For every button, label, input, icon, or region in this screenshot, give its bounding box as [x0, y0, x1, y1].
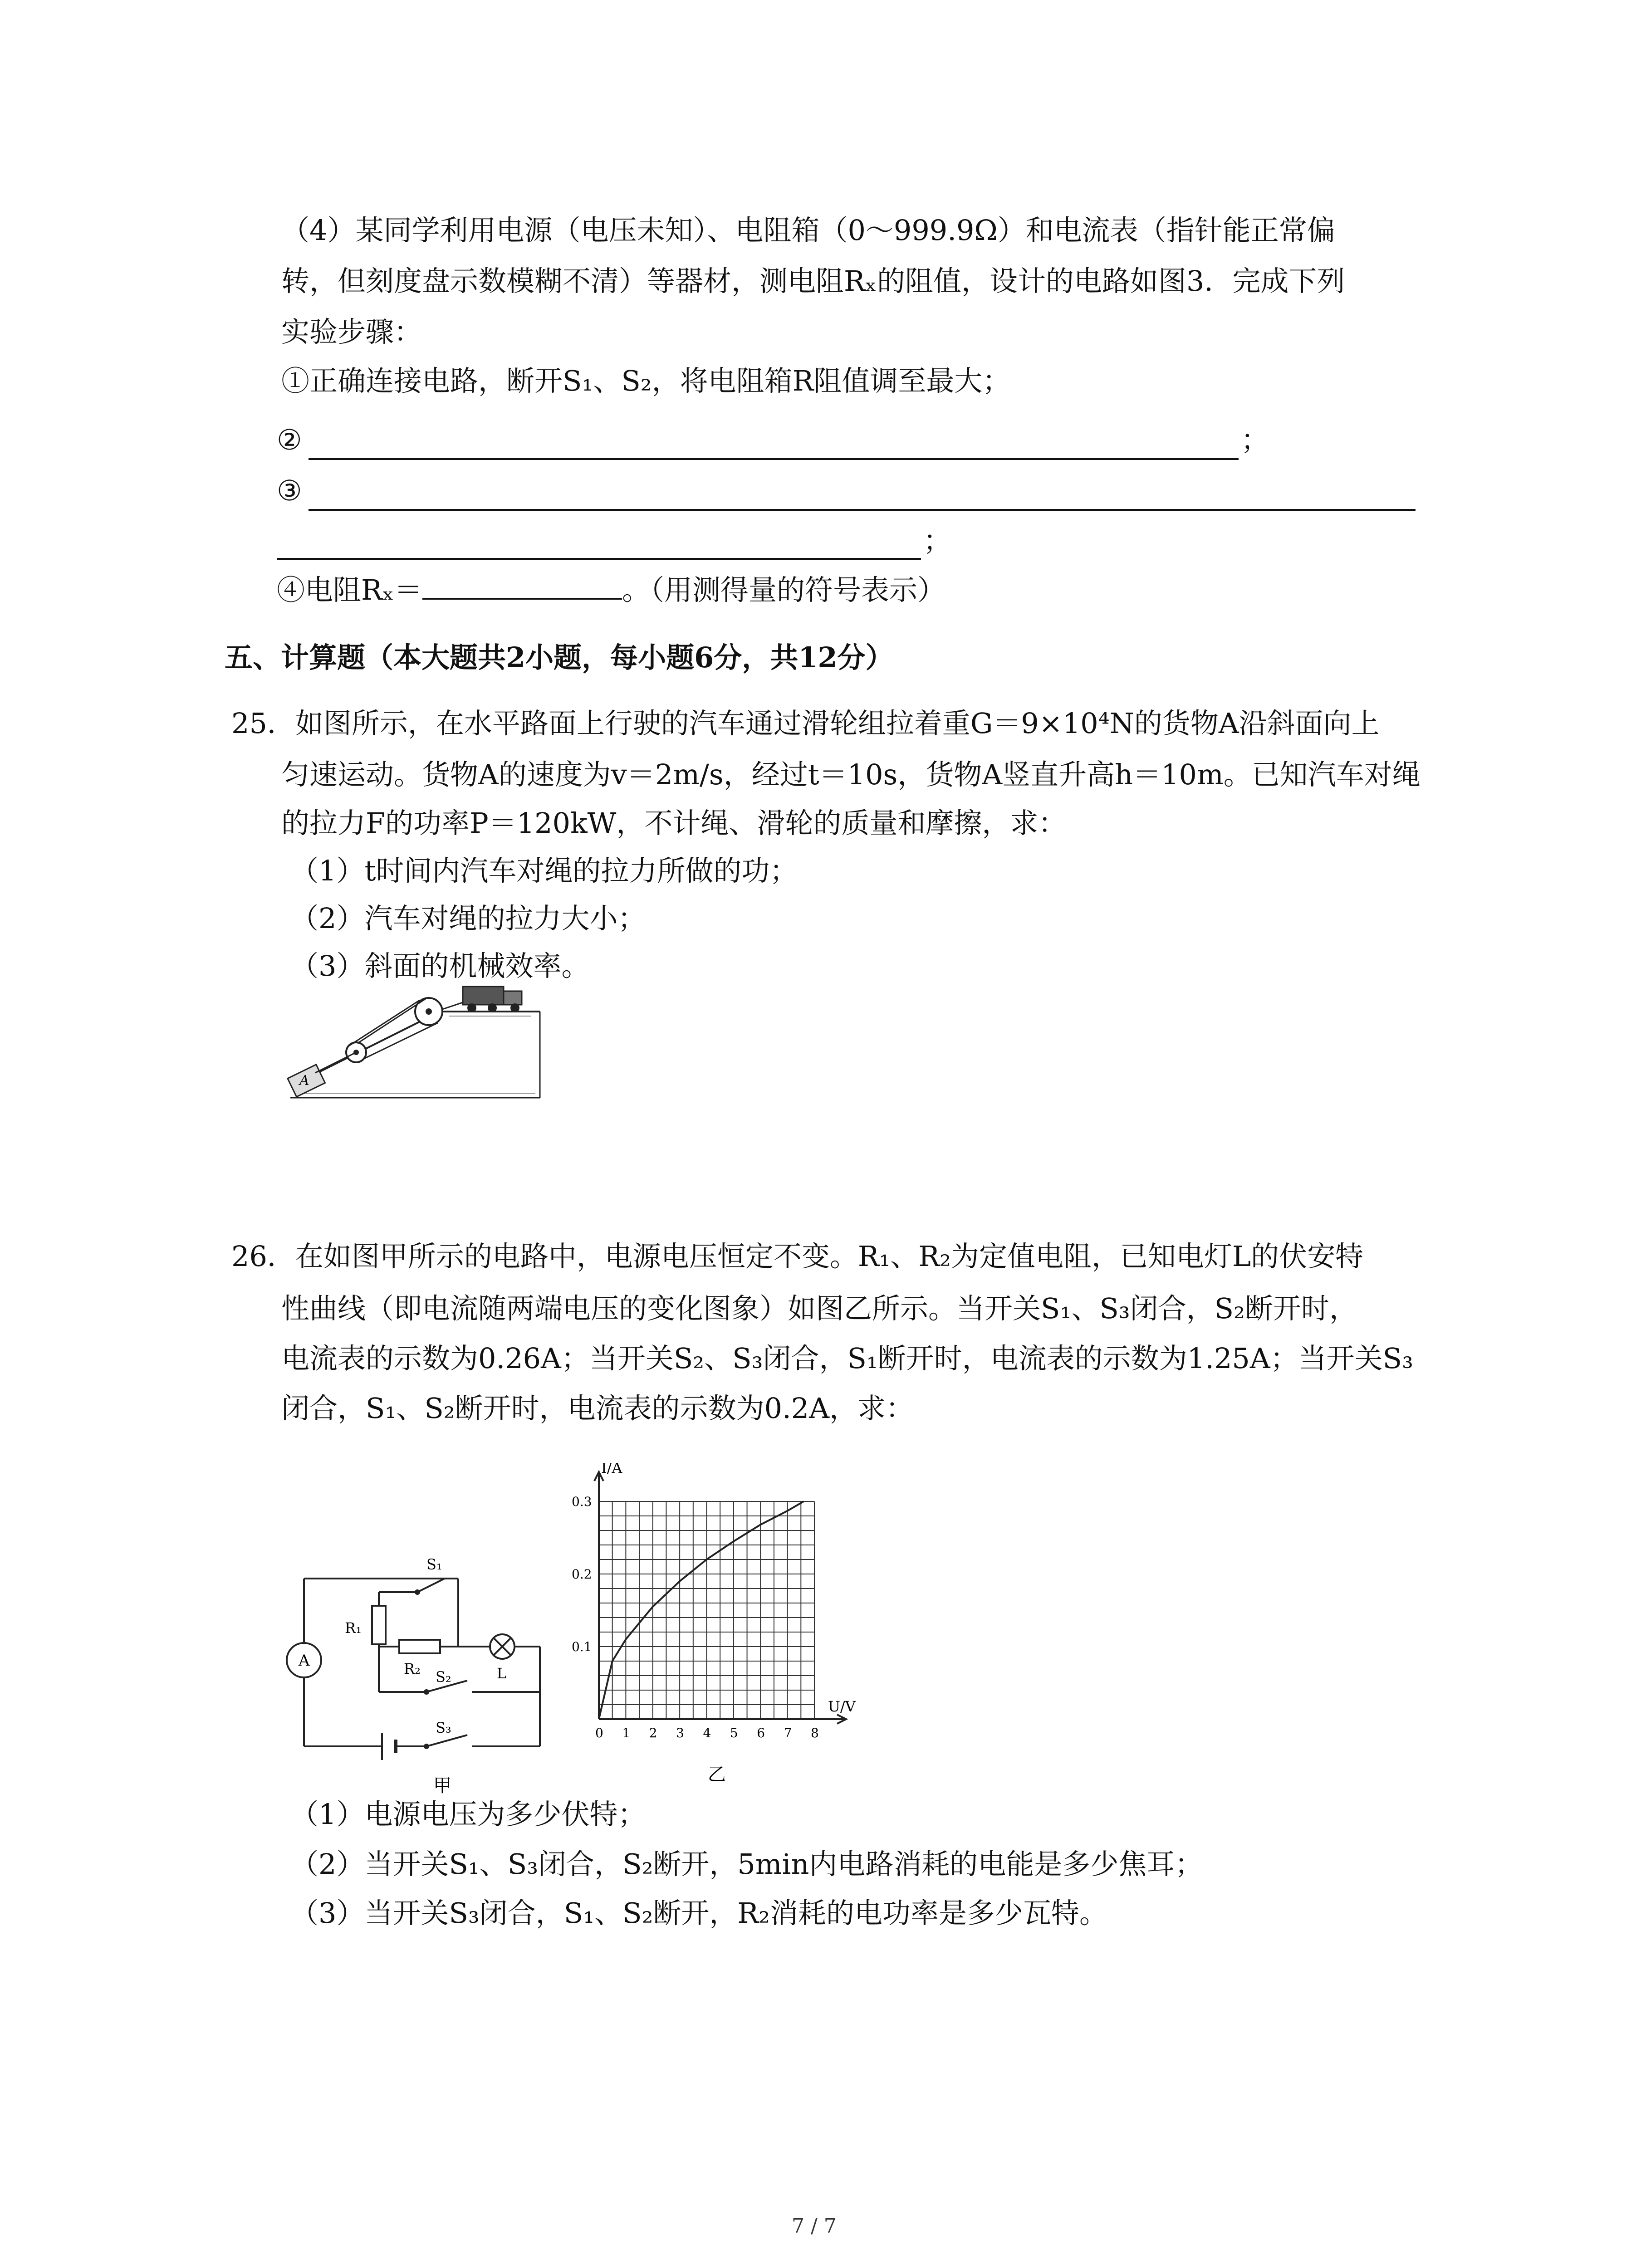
q25-line-1: 25．如图所示，在水平路面上行驶的汽车通过滑轮组拉着重G＝9×10⁴N的货物A沿斜面向上 [231, 707, 1380, 740]
x-tick-label: 2 [649, 1725, 657, 1740]
y-tick-label: 0.3 [572, 1494, 592, 1509]
q26-sub-2: （2）当开关S₁、S₃闭合，S₂断开，5min内电路消耗的电能是多少焦耳； [290, 1848, 1203, 1881]
part4-line-3: 实验步骤： [281, 315, 422, 348]
switch-s1 [416, 1579, 445, 1594]
y-tick-label: 0.2 [572, 1567, 592, 1582]
part4-line-1: （4）某同学利用电源（电压未知）、电阻箱（0～999.9Ω）和电流表（指针能正常偏 [281, 214, 1335, 247]
q26-line-2: 性曲线（即电流随两端电压的变化图象）如图乙所示。当开关S₁、S₃闭合，S₂断开时， [281, 1292, 1357, 1325]
q25-line-2: 匀速运动。货物A的速度为v＝2m/s，经过t＝10s，货物A竖直升高h＝10m。已知汽车对绳 [281, 758, 1421, 791]
circuit-caption: 甲 [433, 1775, 451, 1796]
q26-sub-3: （3）当开关S₃闭合，S₁、S₂断开，R₂消耗的电功率是多少瓦特。 [290, 1897, 1107, 1930]
q25-sub-1: （1）t时间内汽车对绳的拉力所做的功； [290, 854, 798, 887]
r2-label: R₂ [404, 1660, 421, 1677]
part4-step-2-end: ； [1241, 423, 1269, 456]
s2-label: S₂ [436, 1668, 451, 1686]
section-5-title: 五、计算题（本大题共2小题，每小题6分，共12分） [225, 641, 894, 674]
y-tick-label: 0.1 [572, 1639, 592, 1654]
step-2-answer-line [309, 458, 1239, 460]
x-tick-label: 5 [730, 1725, 738, 1740]
circuit-diagram [277, 1524, 558, 1805]
part4-step-1: ①正确连接电路，断开S₁、S₂，将电阻箱R阻值调至最大； [281, 364, 1011, 397]
part4-step-2-mark: ② [277, 423, 302, 456]
x-tick-label: 6 [757, 1725, 765, 1740]
lamp-icon [490, 1634, 514, 1659]
q26-sub-1: （1）电源电压为多少伏特； [290, 1798, 646, 1831]
step-4-suffix: 。（用测得量的符号表示） [622, 573, 945, 606]
lamp-label: L [497, 1665, 507, 1682]
cargo-label: A [299, 1073, 309, 1089]
page-number: 7 / 7 [792, 2214, 837, 2238]
truck-icon [463, 987, 522, 1012]
ammeter-label: A [299, 1652, 310, 1670]
graph-caption: 乙 [708, 1764, 726, 1785]
battery-icon [382, 1733, 396, 1760]
r1-label: R₁ [345, 1619, 362, 1637]
x-tick-label: 1 [622, 1725, 631, 1740]
step-3-answer-line-1 [309, 509, 1416, 511]
resistor-r2 [399, 1640, 440, 1653]
x-tick-label: 0 [595, 1725, 603, 1740]
x-tick-label: 8 [811, 1725, 819, 1740]
step-4-answer-blank [422, 571, 622, 600]
q25-line-3: 的拉力F的功率P＝120kW，不计绳、滑轮的质量和摩擦，求： [281, 807, 1067, 840]
q26-line-4: 闭合，S₁、S₂断开时，电流表的示数为0.2A，求： [281, 1392, 914, 1425]
x-tick-label: 7 [784, 1725, 792, 1740]
x-tick-label: 4 [703, 1725, 711, 1740]
iu-curve-chart [558, 1463, 867, 1789]
iu-curve-line [599, 1501, 803, 1719]
q26-line-1: 26．在如图甲所示的电路中，电源电压恒定不变。R₁、R₂为定值电阻，已知电灯L的伏安特 [231, 1240, 1364, 1273]
s3-label: S₃ [436, 1719, 451, 1736]
part4-step-3-mark: ③ [277, 474, 302, 507]
y-axis-label: I/A [601, 1463, 622, 1476]
part4-step-3-end: ； [923, 524, 952, 557]
x-tick-label: 3 [676, 1725, 684, 1740]
incline-pulley-figure [281, 966, 544, 1102]
step-4-prefix: ④电阻Rₓ＝ [277, 573, 422, 606]
resistor-r1 [372, 1606, 386, 1644]
s1-label: S₁ [426, 1556, 442, 1573]
step-3-answer-line-2 [277, 558, 921, 560]
part4-line-2: 转，但刻度盘示数模糊不清）等器材，测电阻Rₓ的阻值，设计的电路如图3．完成下列 [281, 264, 1345, 298]
q25-sub-3: （3）斜面的机械效率。 [290, 949, 590, 982]
q26-line-3: 电流表的示数为0.26A；当开关S₂、S₃闭合，S₁断开时，电流表的示数为1.25A；当开关S₃ [281, 1342, 1413, 1375]
x-axis-label: U/V [828, 1698, 856, 1715]
switch-s3 [425, 1735, 467, 1748]
q25-sub-2: （2）汽车对绳的拉力大小； [290, 902, 646, 935]
part4-step-4 [277, 571, 945, 608]
